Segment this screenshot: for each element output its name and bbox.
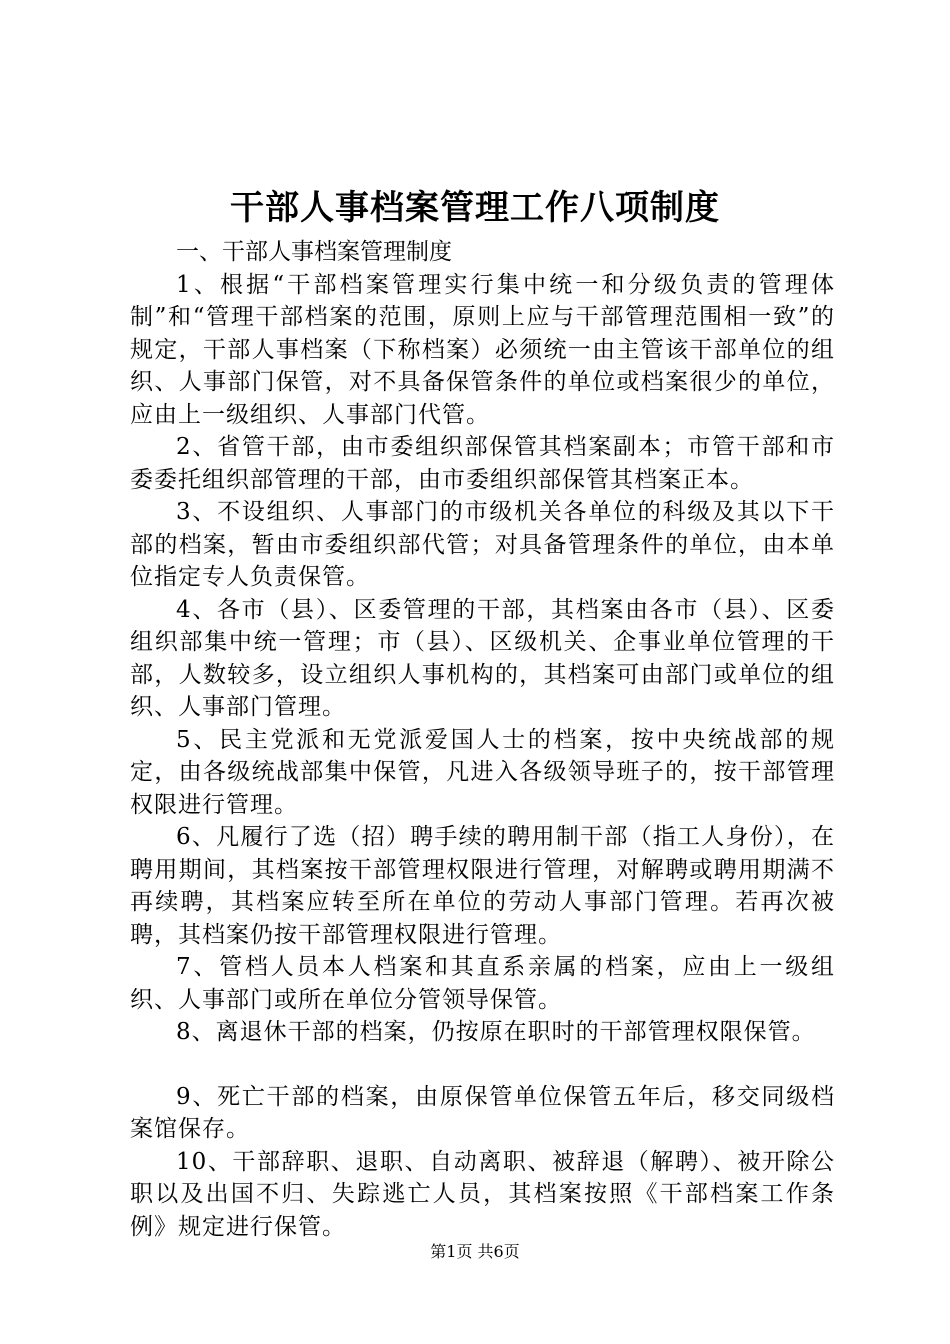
page-number: 第1页 共6页 [430,1242,520,1261]
paragraph-3: 3、不设组织、人事部门的市级机关各单位的科级及其以下干部的档案，暂由市委组织部代管；对具备管理条件的单位，由本单位指定专人负责保管。 [130,499,835,590]
document-body [130,236,835,1243]
paragraph-5: 5、民主党派和无党派爱国人士的档案，按中央统战部的规定，由各级统战部集中保管，凡进入各级领导班子的，按干部管理权限进行管理。 [130,726,835,818]
paragraph-1: 1、根据“干部档案管理实行集中统一和分级负责的管理体制”和“管理干部档案的范围，原则上应与干部管理范围相一致”的规定，干部人事档案（下称档案）必须统一由主管该干部单位的组织、人事部门保管，对不具备保管条件的单位或档案很少的单位，应由上一级组织、人事部门代管。 [130,271,835,428]
paragraph-6: 6、凡履行了选（招）聘手续的聘用制干部（指工人身份），在聘用期间，其档案按干部管理权限进行管理，对解聘或聘用期满不再续聘，其档案应转至所在单位的劳动人事部门管理。若再次被聘，其档案仍按干部管理权限进行管理。 [130,824,835,948]
paragraph-7: 7、管档人员本人档案和其直系亲属的档案，应由上一级组织、人事部门或所在单位分管领导保管。 [130,954,835,1013]
paragraph-9: 9、死亡干部的档案，由原保管单位保管五年后，移交同级档案馆保存。 [130,1083,835,1142]
paragraph-4: 4、各市（县）、区委管理的干部，其档案由各市（县）、区委组织部集中统一管理；市（县）、区级机关、企事业单位管理的干部，人数较多，设立组织人事机构的，其档案可由部门或单位的组织、人事部门管理。 [130,596,835,720]
section-heading: 一、干部人事档案管理制度 [176,239,452,265]
document-title: 干部人事档案管理工作八项制度 [230,188,720,228]
paragraph-10: 10、干部辞职、退职、自动离职、被辞退（解聘）、被开除公职以及出国不归、失踪逃亡人员，其档案按照《干部档案工作条例》规定进行保管。 [130,1148,835,1240]
paragraph-8: 8、离退休干部的档案，仍按原在职时的干部管理权限保管。 [176,1019,816,1045]
paragraph-2: 2、省管干部，由市委组织部保管其档案副本；市管干部和市委委托组织部管理的干部，由市委组织部保管其档案正本。 [130,434,835,493]
